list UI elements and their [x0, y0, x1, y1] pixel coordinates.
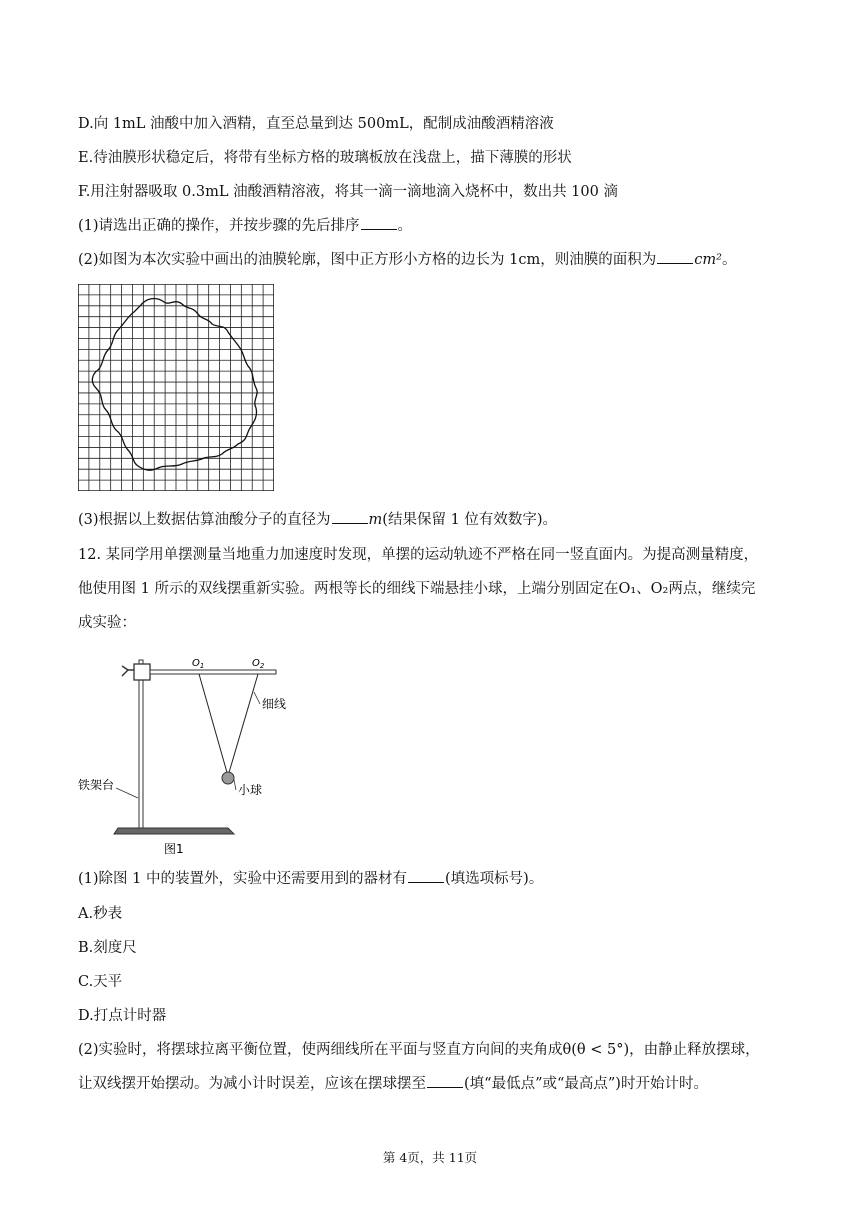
- question-1-text: (1)请选出正确的操作，并按步骤的先后排序: [78, 218, 360, 234]
- sub-question-2-end: (填“最低点”或“最高点”)时开始计时。: [464, 1076, 708, 1092]
- problem-12-line-2: 他使用图 1 所示的双线摆重新实验。两根等长的细线下端悬挂小球，上端分别固定在O₁、O₂两点，继续完: [78, 581, 756, 597]
- question-3-line: [78, 508, 557, 529]
- oil-film-grid-figure: [78, 284, 274, 491]
- figure-caption: 图1: [164, 842, 184, 856]
- question-1-line: [78, 214, 412, 235]
- sub-question-1-end: (填选项标号)。: [444, 871, 544, 887]
- stand-pole: [139, 660, 143, 828]
- thread-leader-line: [254, 692, 260, 704]
- answer-blank-4[interactable]: [408, 870, 444, 883]
- label-stand: 铁架台: [78, 778, 115, 792]
- label-o2: $O_2$: [252, 658, 265, 670]
- option-c-line: C.天平: [78, 974, 123, 990]
- thread-right: [228, 674, 258, 776]
- clamp-box: [134, 664, 150, 680]
- label-thread: 细线: [262, 697, 287, 711]
- horizontal-rod: [150, 670, 276, 674]
- question-2-end: 。: [721, 252, 737, 268]
- option-d2-line: D.打点计时器: [78, 1008, 167, 1024]
- problem-12-line-3: 成实验：: [78, 615, 136, 631]
- page-footer: 第 4页，共 11页: [382, 1150, 478, 1165]
- stand-leader-line: [116, 788, 138, 798]
- question-3-end: (结果保留 1 位有效数字)。: [382, 512, 558, 528]
- question-1-end: 。: [397, 218, 413, 234]
- option-e-line: E.待油膜形状稳定后，将带有坐标方格的玻璃板放在浅盘上，描下薄膜的形状: [78, 150, 572, 166]
- sub-question-2-text: 让双线摆开始摆动。为减小计时误差，应该在摆球摆至: [78, 1076, 426, 1092]
- option-a-line: A.秒表: [78, 906, 123, 922]
- question-3-unit: m: [368, 512, 383, 528]
- answer-blank-3[interactable]: [332, 511, 368, 524]
- question-3-text: (3)根据以上数据估算油酸分子的直径为: [78, 512, 331, 528]
- option-f-line: F.用注射器吸取 0.3mL 油酸酒精溶液，将其一滴一滴地滴入烧杯中，数出共 100 滴: [78, 184, 618, 200]
- label-o1: $O_1$: [192, 658, 205, 670]
- answer-blank-5[interactable]: [427, 1075, 463, 1088]
- question-2-line: [78, 248, 736, 269]
- option-d-line: D.向 1mL 油酸中加入酒精，直至总量到达 500mL，配制成油酸酒精溶液: [78, 116, 554, 132]
- oil-film-outline: [92, 299, 257, 471]
- sub-question-2-line-2: [78, 1072, 708, 1093]
- clamp-screw-icon: [122, 666, 134, 676]
- answer-blank-2[interactable]: [657, 251, 693, 264]
- pendulum-ball: [222, 772, 234, 784]
- question-2-text: (2)如图为本次实验中画出的油膜轮廓，图中正方形小方格的边长为 1cm，则油膜的面积为: [78, 252, 657, 268]
- question-2-unit: cm²: [694, 252, 722, 268]
- ball-leader-line: [234, 780, 236, 790]
- thread-left: [199, 674, 228, 776]
- sub-question-1-line: [78, 867, 543, 888]
- answer-blank-1[interactable]: [361, 217, 397, 230]
- grid-lines: [78, 284, 274, 491]
- double-pendulum-figure: [78, 650, 318, 856]
- option-b-line: B.刻度尺: [78, 940, 137, 956]
- sub-question-1-text: (1)除图 1 中的装置外，实验中还需要用到的器材有: [78, 871, 407, 887]
- sub-question-2-line-1: (2)实验时，将摆球拉离平衡位置，使两细线所在平面与竖直方向间的夹角成θ(θ < 5°)，由静止释放摆球，: [78, 1042, 760, 1058]
- problem-12-line-1: 12. 某同学用单摆测量当地重力加速度时发现，单摆的运动轨迹不严格在同一竖直面内。为提高测量精度，: [78, 547, 759, 563]
- label-ball: 小球: [238, 783, 263, 797]
- stand-base: [114, 828, 234, 834]
